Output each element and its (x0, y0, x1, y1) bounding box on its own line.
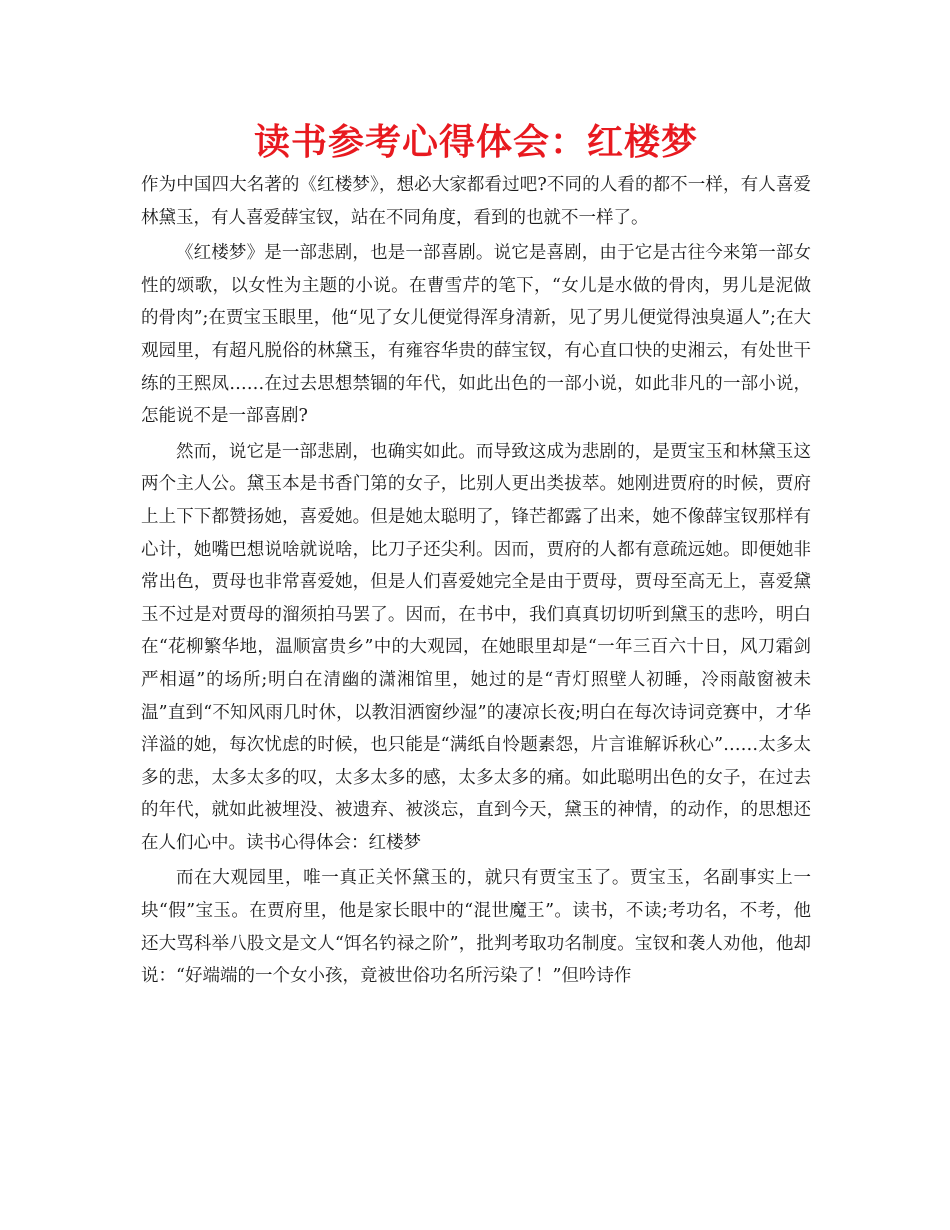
paragraph-comedy: 《红楼梦》是一部悲剧，也是一部喜剧。说它是喜剧，由于它是古往今来第一部女性的颂歌，以女性为主题的小说。在曹雪芹的笔下，“女儿是水做的骨肉，男儿是泥做的骨肉”;在贾宝玉眼里，他“见了女儿便觉得浑身清新，见了男儿便觉得浊臭逼人”;在大观园里，有超凡脱俗的林黛玉，有雍容华贵的薛宝钗，有心直口快的史湘云，有处世干练的王熙凤……在过去思想禁锢的年代，如此出色的一部小说，如此非凡的一部小说，怎能说不是一部喜剧? (141, 243, 811, 427)
paragraph-intro: 作为中国四大名著的《红楼梦》，想必大家都看过吧?不同的人看的都不一样，有人喜爱林黛玉，有人喜爱薛宝钗，站在不同角度，看到的也就不一样了。 (141, 175, 811, 228)
document-title: 读书参考心得体会：红楼梦 (253, 122, 698, 163)
paragraph-tragedy: 然而，说它是一部悲剧，也确实如此。而导致这成为悲剧的，是贾宝玉和林黛玉这两个主人公。黛玉本是书香门第的女子，比别人更出类拔萃。她刚进贾府的时候，贾府上上下下都赞扬她，喜爱她。但是她太聪明了，锋芒都露了出来，她不像薛宝钗那样有心计，她嘴巴想说啥就说啥，比刀子还尖利。因而，贾府的人都有意疏远她。即便她非常出色，贾母也非常喜爱她，但是人们喜爱她完全是由于贾母，贾母至高无上，喜爱黛玉不过是对贾母的溜须拍马罢了。因而，在书中，我们真真切切听到黛玉的悲吟，明白在“花柳繁华地，温顺富贵乡”中的大观园，在她眼里却是“一年三百六十日，风刀霜剑严相逼”的场所;明白在清幽的潇湘馆里，她过的是“青灯照壁人初睡，冷雨敲窗被未温”直到“不知风雨几时休，以教泪洒窗纱湿”的凄凉长夜;明白在每次诗词竞赛中，才华洋溢的她，每次忧虑的时候，也只能是“满纸自怜题素怨，片言谁解诉秋心”……太多太多的悲，太多太多的叹，太多太多的感，太多太多的痛。如此聪明出色的女子，在过去的年代，就如此被埋没、被遗弃、被淡忘，直到今天，黛玉的神情，的动作，的思想还在人们心中。读书心得体会：红楼梦 (141, 441, 811, 853)
paragraph-baoyu: 而在大观园里，唯一真正关怀黛玉的，就只有贾宝玉了。贾宝玉，名副事实上一块“假”宝玉。在贾府里，他是家长眼中的“混世魔王”。读书，不读;考功名，不考，他还大骂科举八股文是文人“饵名钓禄之阶”，批判考取功名制度。宝钗和袭人劝他，他却说：“好端端的一个女小孩，竟被世俗功名所污染了！”但吟诗作 (141, 868, 811, 987)
document-page (141, 117, 811, 993)
